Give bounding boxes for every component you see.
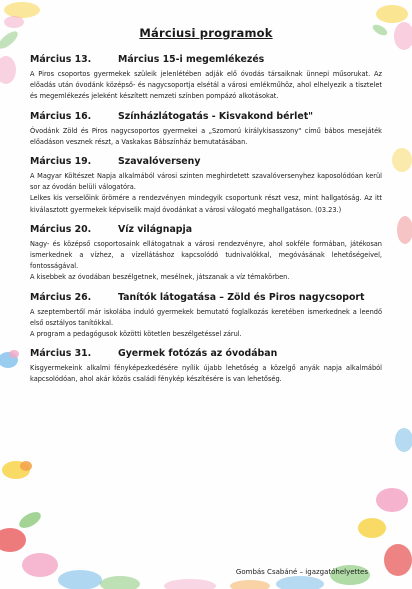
- program-heading: [30, 292, 382, 303]
- program-date: Március 19.: [30, 156, 92, 168]
- program-description: Nagy- és középső csoportosaink ellátogatnak a városi rendezvényre, ahol sokféle formában, játékosan ismerkednek a vízhez, a vízellátáshoz kapcsolódó tudnivalókkal, megóvásának lehetőségeivel, fontosságával.: [30, 239, 382, 271]
- program-heading: [30, 54, 382, 65]
- program-heading: [30, 156, 382, 167]
- program-title: Tanítók látogatása – Zöld és Piros nagycsoport: [118, 291, 365, 303]
- right-flower-icon: [392, 148, 412, 452]
- program-heading: [30, 111, 382, 122]
- program-title: Március 15-i megemlékezés: [118, 54, 265, 65]
- program-document: [30, 26, 382, 394]
- program-description: Óvodánk Zöld és Piros nagycsoportos gyermekei a „Szomorú királykisasszony" című bábos mesejáték előadáson vesznek részt, a Vaskakas Bábszínház bemutatásában.: [30, 126, 382, 146]
- program-heading: [30, 224, 382, 235]
- program-description: A kisebbek az óvodában beszélgetnek, mesélnek, játszanak a víz témakörben.: [30, 273, 290, 282]
- page-title: Márciusi programok: [139, 26, 273, 40]
- left-pink-flower-icon: [0, 56, 16, 84]
- program-date: Március 16.: [30, 110, 92, 122]
- program-description: A Piros csoportos gyermekek szüleik jelenlétében adják elő óvodás társaiknak ünnepi műsorukat. Az előadás után óvodánk középső- és nagycsoportja elsétál a városi emlékműhöz, ahol elhelyezik a tisztelet és megemlékezés jeleként készített nemzeti színben pompázó alkotásokat.: [30, 70, 382, 101]
- program-description: Lelkes kis verselőink örömére a rendezvényen mindegyik csoportunk részt vesz, mint hallgatóság. Az itt kiválasztott gyermekek képviselik majd óvodánkat a városi válogató meghallgatáson. (03.23.): [30, 194, 382, 214]
- program-heading: [30, 348, 382, 359]
- program-description: A szeptembertől már iskolába induló gyermekek bemutató foglalkozás keretében ismerkednek a leendő első osztályos tanítókkal.: [30, 307, 382, 327]
- program-section-5: [30, 292, 382, 341]
- program-section-6: [30, 348, 382, 385]
- program-description: Kisgyermekeink alkalmi fényképezkedésére nyílik újabb lehetőség a közelgő anyák napja alkalmából kapcsolódóan, ahol akár közös családi fénykép készítésére is van lehetőség.: [30, 364, 382, 384]
- bottom-left-flower-icon: [0, 461, 140, 589]
- program-section-1: [30, 54, 382, 103]
- program-title: Színházlátogatás - Kisvakond bérlet": [118, 110, 314, 122]
- program-section-2: [30, 111, 382, 148]
- program-section-4: [30, 224, 382, 284]
- program-title: Szavalóverseny: [118, 156, 201, 168]
- program-date: Március 13.: [30, 54, 92, 65]
- program-date: Március 31.: [30, 348, 92, 360]
- program-section-3: [30, 156, 382, 216]
- program-date: Március 26.: [30, 291, 92, 303]
- program-description: A Magyar Költészet Napja alkalmából városi szinten meghirdetett szavalóversenyhez kaposolódóan kerül sor az óvodán belüli válogatóra.: [30, 172, 382, 192]
- program-title: Víz világnapja: [118, 223, 193, 235]
- left-blue-flower-icon: [0, 350, 19, 368]
- program-title: Gyermek fotózás az óvodában: [118, 348, 278, 360]
- program-description: A program a pedagógusok közötti kötetlen beszélgetéssel zárul.: [30, 330, 242, 339]
- program-date: Március 20.: [30, 223, 92, 235]
- bottom-center-flower-icon: [164, 579, 216, 589]
- signature: Gombás Csabáné – igazgatóhelyettes: [235, 568, 368, 576]
